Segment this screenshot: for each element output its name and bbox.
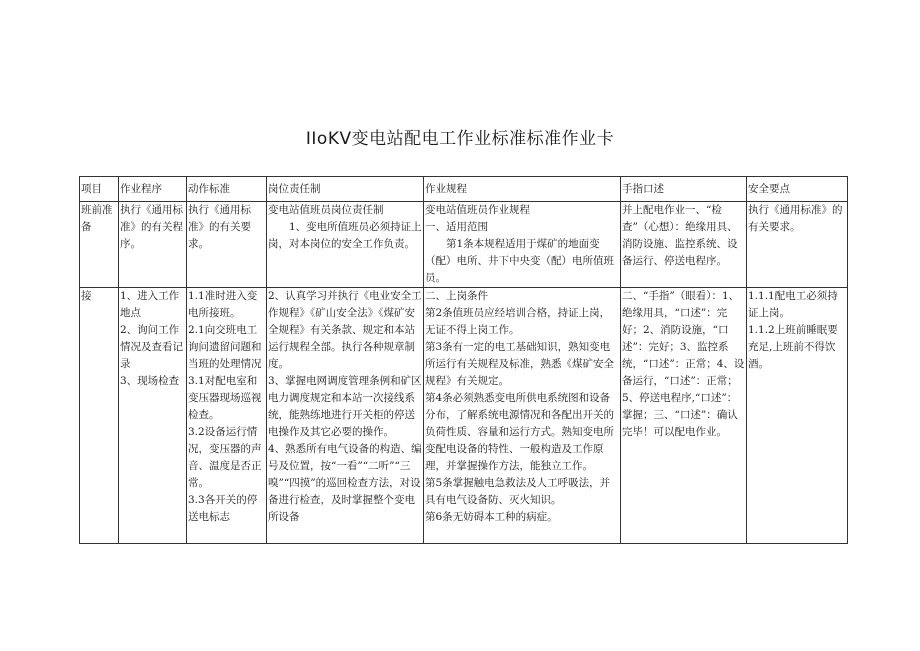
page-title: IIoKV变电站配电工作业标准标准作业卡 xyxy=(305,129,615,149)
cell-text: 3.2设备运行情况，变压器的声音、温度是否正常。 xyxy=(188,426,262,489)
column-header: 作业规程 xyxy=(424,177,621,202)
cell-text: 第1条本规程适用于煤矿的地面变（配）电所、井下中央变（配）电所值班员。 xyxy=(425,238,614,284)
column-header: 作业程序 xyxy=(119,177,187,202)
cell-pointing xyxy=(621,288,747,544)
cell-action xyxy=(187,202,267,288)
cell-text: 执行《通用标准》的有关要求。 xyxy=(748,204,843,233)
cell-text: 1、进入工作地点 xyxy=(120,290,180,319)
table-row xyxy=(80,288,848,544)
column-header: 项目 xyxy=(80,177,119,202)
cell-rules xyxy=(424,202,621,288)
cell-text: 执行《通用标准》的有关要求。 xyxy=(188,204,251,250)
cell-duty xyxy=(267,202,424,288)
column-header: 手指口述 xyxy=(621,177,747,202)
cell-text: 第2条值班员应经培训合格，持证上岗，无证不得上岗工作。 xyxy=(425,307,611,336)
cell-text: 4、熟悉所有电气设备的构造、编号及位置，按“一看”“二听”“三嗅”“四摸”的巡回检查方法，对设备进行检查，及时掌握整个变电所设备 xyxy=(268,443,422,523)
cell-text: 第3条有一定的电工基础知识，熟知变电所运行有关规程及标准，熟悉《煤矿安全规程》有关规定。 xyxy=(425,341,614,387)
cell-text: 3.3各开关的停送电标志 xyxy=(188,494,258,523)
cell-text: 第6条无妨碍本工种的病症。 xyxy=(425,511,558,523)
cell-procedure xyxy=(119,288,187,544)
cell-text: 1、变电所值班员必须持证上岗，对本岗位的安全工作负责。 xyxy=(268,221,422,250)
cell-text: 2.1向交班电工询问遗留问题和当班的处理情况 xyxy=(188,324,262,370)
table-row xyxy=(80,202,848,288)
cell-text: 2、认真学习并执行《电业安全工作规程》《矿山安全法》《煤矿安全规程》有关条款、规定和本站运行规程全部。执行各种规章制度。 xyxy=(268,290,422,370)
cell-text: 1.1.2上班前睡眠要充足,上班前不得饮酒。 xyxy=(748,324,838,370)
cell-text: 3、现场检查 xyxy=(120,375,180,387)
cell-project: 接 xyxy=(80,288,119,544)
cell-rules xyxy=(424,288,621,544)
cell-text: 一、适用范围 xyxy=(425,221,488,233)
cell-text: 3、掌握电网调度管理条例和矿区电力调度规定和本站一次接线系统，能熟练地进行开关柜的停送电操作及其它必要的操作。 xyxy=(268,375,422,438)
cell-text: 1.1准时进入变电所接班。 xyxy=(188,290,258,319)
cell-action xyxy=(187,288,267,544)
cell-duty xyxy=(267,288,424,544)
cell-text: 二、“手指”（眼看）：1、绝缘用具，“口述”：完好；2、消防设施，“口述”：完好；3、监控系统，“口述”：正常；4、设备运行，“口述”：正常；5、停送电程序,“口述”：掌握；三、“口述”：确认完毕！可以配电作业。 xyxy=(622,290,745,438)
cell-project: 班前准备 xyxy=(80,202,119,288)
cell-text: 二、上岗条件 xyxy=(425,290,488,302)
cell-text: 第5条掌握触电急救法及人工呼吸法，并具有电气设备防、灭火知识。 xyxy=(425,477,611,506)
work-card-table xyxy=(79,176,848,544)
cell-text: 执行《通用标准》的有关程序。 xyxy=(120,204,183,250)
cell-text: 2、询问工作情况及查看记录 xyxy=(120,324,183,370)
cell-text: 3.1对配电室和变压器现场巡视检查。 xyxy=(188,375,262,421)
table-header-row xyxy=(80,177,848,202)
column-header: 岗位责任制 xyxy=(267,177,424,202)
cell-safety xyxy=(747,202,848,288)
cell-pointing xyxy=(621,202,747,288)
cell-text: 变电站值班员岗位责任制 xyxy=(268,204,384,216)
column-header: 动作标准 xyxy=(187,177,267,202)
column-header: 安全要点 xyxy=(747,177,848,202)
cell-safety xyxy=(747,288,848,544)
cell-text: 第4条必须熟悉变电所供电系统图和设备分布，了解系统电源情况和各配出开关的负荷性质、容量和运行方式。熟知变电所变配电设备的特性、一般构造及工作原理，并掌握操作方法，能独立工作。 xyxy=(425,392,614,472)
cell-procedure xyxy=(119,202,187,288)
cell-text: 变电站值班员作业规程 xyxy=(425,204,530,216)
cell-text: 1.1.1配电工必须持证上岗。 xyxy=(748,290,838,319)
cell-text: 并上配电作业一、“检查”（心想）：绝缘用具、消防设施、监控系统、设备运行、停送电程序。 xyxy=(622,204,738,267)
